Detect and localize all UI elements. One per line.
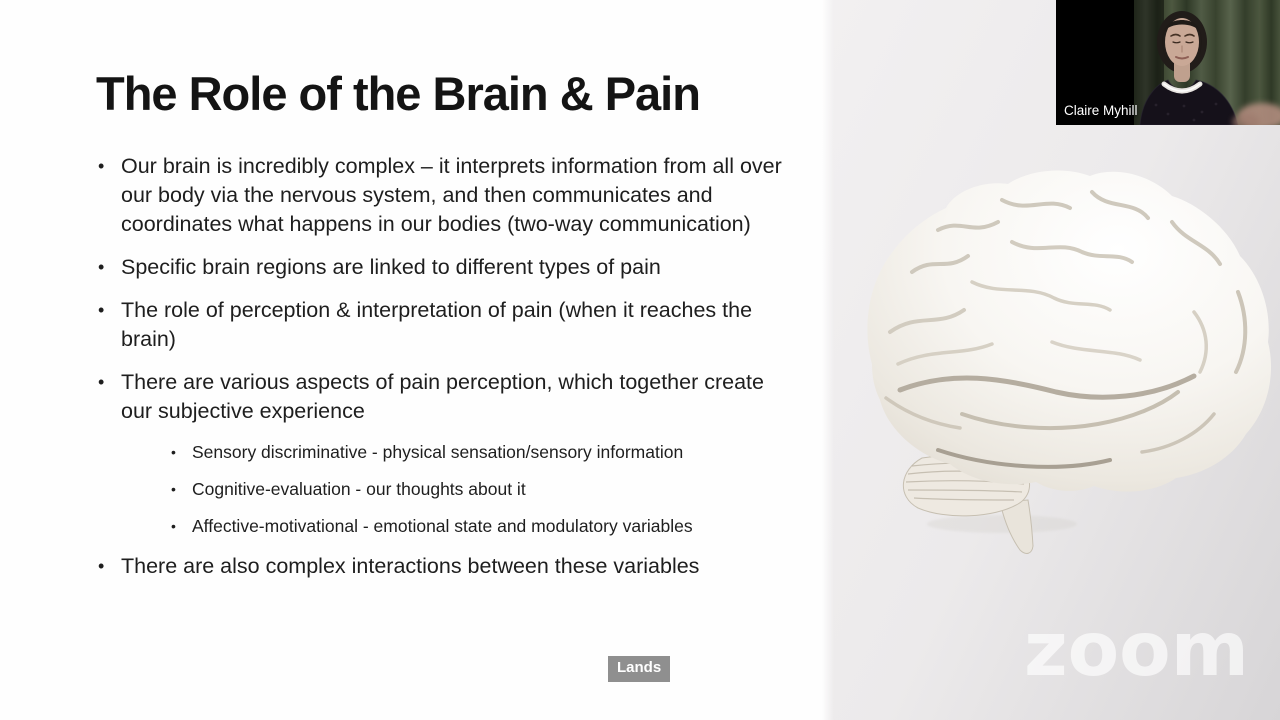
sub-bullet-list [171, 440, 792, 538]
bullet-item [98, 296, 792, 354]
bullet-marker-icon [98, 552, 121, 581]
participant-name-label: Claire Myhill [1064, 103, 1138, 118]
sub-bullet-text: Cognitive-evaluation - our thoughts about it [192, 479, 526, 499]
brain-illustration [842, 152, 1280, 567]
bullet-marker-icon [171, 440, 192, 464]
zoom-watermark-logo: zoom [1024, 605, 1249, 693]
slide-footer-badge: Lands [608, 656, 670, 682]
bullet-text: There are also complex interactions between these variables [121, 554, 700, 578]
bullet-text [121, 368, 792, 538]
bullet-marker-icon [98, 253, 121, 282]
bullet-marker-icon [98, 296, 121, 354]
sub-bullet-item [171, 477, 792, 501]
bullet-list [98, 152, 792, 595]
bullet-marker-icon [171, 477, 192, 501]
bullet-text: Specific brain regions are linked to different types of pain [121, 255, 661, 279]
bullet-text: Our brain is incredibly complex – it interprets information from all over our body via the nervous system, and then communicates and coordinates what happens in our bodies (two-way communication) [121, 154, 782, 236]
sub-bullet-item [171, 440, 792, 464]
bullet-item [98, 552, 792, 581]
bullet-text: The role of perception & interpretation of pain (when it reaches the brain) [121, 298, 753, 351]
bullet-item [98, 152, 792, 239]
bullet-item [98, 368, 792, 538]
bullet-marker-icon [98, 368, 121, 538]
sub-bullet-text: Sensory discriminative - physical sensation/sensory information [192, 442, 684, 462]
participant-video-thumbnail[interactable] [1056, 0, 1280, 125]
sub-bullet-item [171, 514, 792, 538]
bullet-text-main: There are various aspects of pain perception, which together create our subjective experience [121, 370, 764, 423]
bullet-marker-icon [98, 152, 121, 239]
slide-title: The Role of the Brain & Pain [96, 67, 700, 120]
sub-bullet-text: Affective-motivational - emotional state and modulatory variables [192, 516, 693, 536]
bullet-marker-icon [171, 514, 192, 538]
bullet-item [98, 253, 792, 282]
